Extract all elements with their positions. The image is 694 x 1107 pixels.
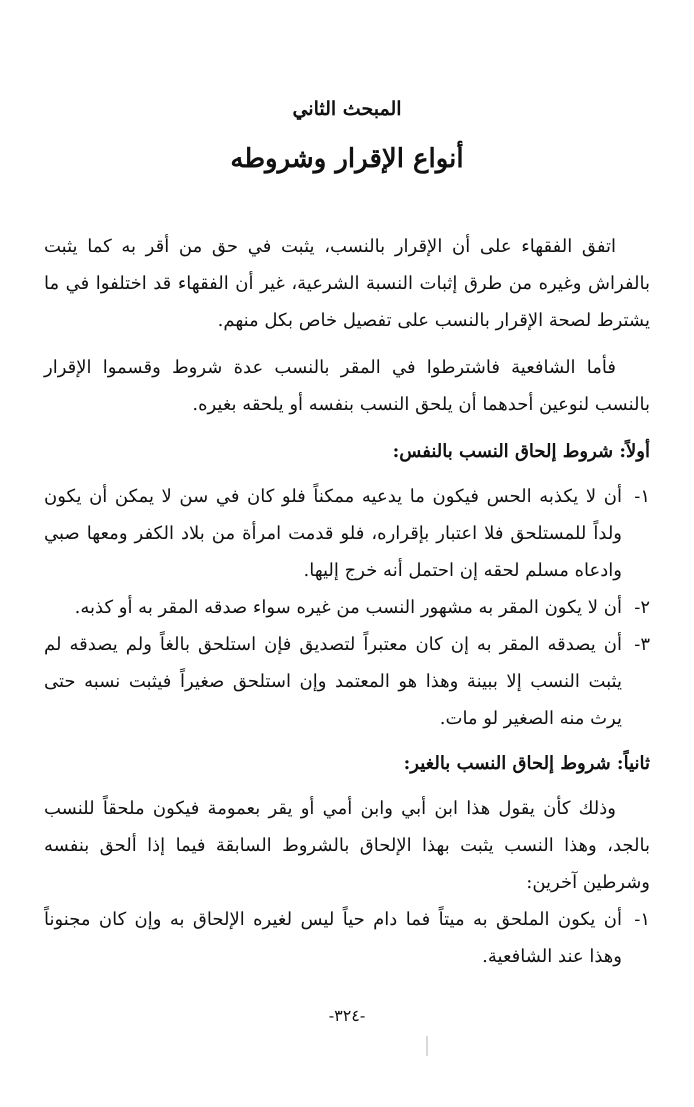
paragraph-other: وذلك كأن يقول هذا ابن أبي وابن أمي أو يقر بعمومة فيكون ملحقاً للنسب بالجد، وهذا النسب يثبت بهذا الإلحاق بالشروط السابقة فيما إذا ألحق بنفسه وشرطين آخرين: [44, 798, 650, 893]
list-item [44, 478, 650, 589]
list-item-text: أن لا يكون المقر به مشهور النسب من غيره سواء صدقه المقر به أو كذبه. [74, 597, 622, 618]
list-item-text: أن يصدقه المقر به إن كان معتبراً لتصديق فإن استلحق بالغاً ولم يصدقه لم يثبت النسب إلا ببينة وهذا هو المعتمد وإن استلحق صغيراً فيثبت نسبه حتى يرث منه الصغير لو مات. [44, 634, 622, 729]
section-title-self: أولاً: شروط إلحاق النسب بالنفس: [392, 441, 650, 462]
list-item [44, 901, 650, 975]
list-item-number: ٣- [634, 634, 650, 655]
list-item-text: أن لا يكذبه الحس فيكون ما يدعيه ممكناً فلو كان في سن لا يمكن أن يكون ولداً للمستلحق فلا اعتبار بإقراره، فلو قدمت امرأة من بلاد الكفر ومعها صبي وادعاه مسلم لحقه إن احتمل أنه خرج إليها. [44, 486, 622, 581]
list-item-number: ٢- [634, 597, 650, 618]
document-body [44, 228, 650, 975]
list-item [44, 589, 650, 626]
section-heading: المبحث الثاني [292, 98, 402, 120]
list-item-text: أن يكون الملحق به ميتاً فما دام حياً ليس لغيره الإلحاق به وإن كان مجنوناً وهذا عند الشافعية. [44, 909, 622, 967]
list-item-number: ١- [634, 486, 650, 507]
list-item-number: ١- [634, 909, 650, 930]
section-title-other: ثانياً: شروط إلحاق النسب بالغير: [403, 753, 650, 774]
paragraph-shafii: فأما الشافعية فاشترطوا في المقر بالنسب عدة شروط وقسموا الإقرار بالنسب لنوعين أحدهما أن يلحق النسب بنفسه أو يلحقه بغيره. [44, 357, 650, 415]
scan-mark [426, 1036, 428, 1056]
page-number: -٣٢٤- [328, 1006, 366, 1025]
paragraph-intro: اتفق الفقهاء على أن الإقرار بالنسب، يثبت في حق من أقر به كما يثبت بالفراش وغيره من طرق إثبات النسبة الشرعية، غير أن الفقهاء قد اختلفوا في ما يشترط لصحة الإقرار بالنسب على تفصيل خاص بكل منهم. [44, 236, 650, 331]
list-item [44, 626, 650, 737]
page-title: أنواع الإقرار وشروطه [230, 144, 464, 174]
